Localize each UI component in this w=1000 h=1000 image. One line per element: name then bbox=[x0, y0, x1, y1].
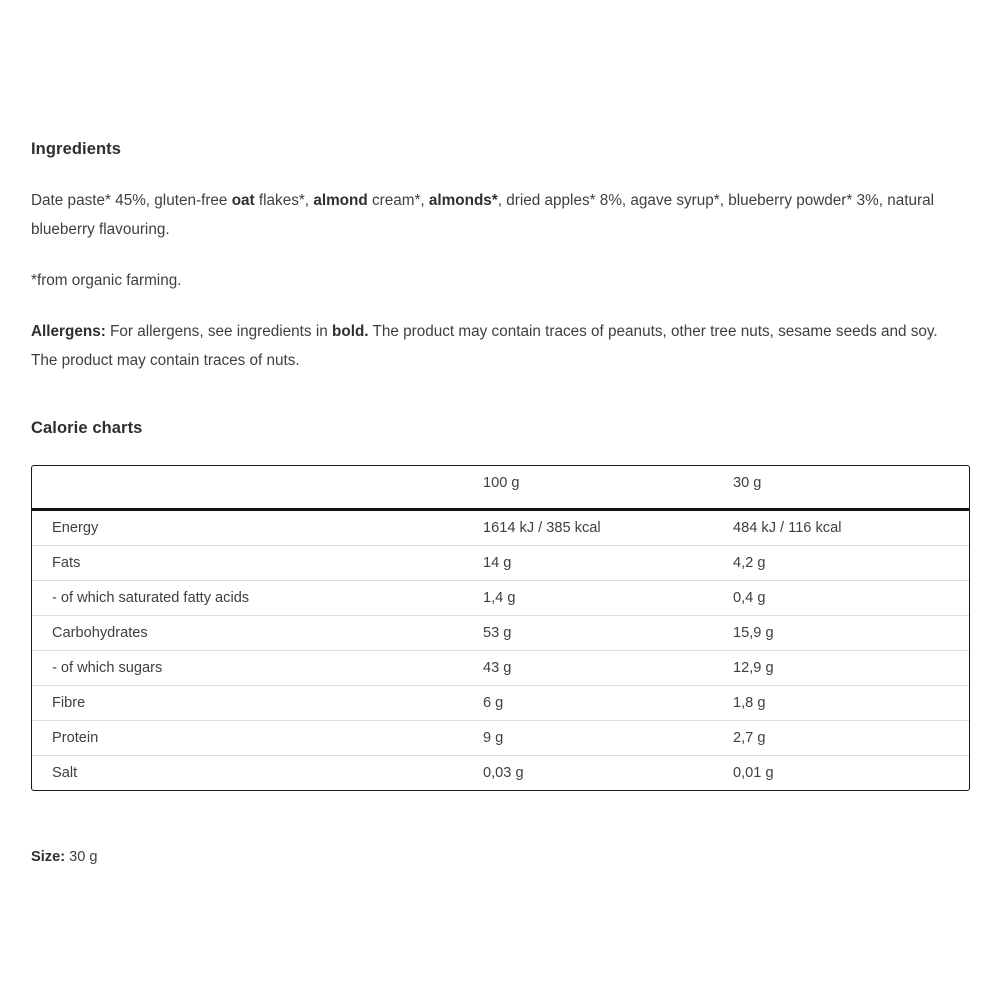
cell-value-30g: 0,01 g bbox=[733, 765, 774, 781]
size-line bbox=[31, 849, 970, 865]
emphasis-text: almond bbox=[313, 192, 368, 209]
cell-nutrient-label: Protein bbox=[52, 730, 99, 746]
size-value: 30 g bbox=[69, 849, 98, 865]
cell-value-30g: 1,8 g bbox=[733, 695, 766, 711]
emphasis-text: almonds* bbox=[428, 192, 498, 209]
cell-value-100g: 43 g bbox=[483, 660, 512, 676]
plain-text: , dried apples* 8%, agave syrup*, blueberry powder* 3%, natural blueberry flavouring. bbox=[31, 192, 934, 238]
cell-value-100g: 9 g bbox=[483, 730, 504, 746]
table-row bbox=[32, 616, 969, 651]
table-row bbox=[32, 721, 969, 756]
cell-nutrient-label: Fats bbox=[52, 555, 81, 571]
table-row bbox=[32, 581, 969, 616]
table-row bbox=[32, 510, 969, 546]
table-row bbox=[32, 686, 969, 721]
calorie-table-container bbox=[31, 465, 970, 791]
cell-value-100g: 53 g bbox=[483, 625, 512, 641]
column-header-nutrient bbox=[32, 466, 464, 510]
cell-nutrient-label: Salt bbox=[52, 765, 78, 781]
emphasis-text: oat bbox=[231, 192, 255, 209]
plain-text: cream*, bbox=[367, 192, 429, 209]
ingredients-heading: Ingredients bbox=[31, 140, 122, 158]
cell-nutrient-label: - of which sugars bbox=[52, 660, 163, 676]
emphasis-text: bold. bbox=[332, 323, 369, 340]
cell-value-100g: 0,03 g bbox=[483, 765, 524, 781]
cell-value-30g: 2,7 g bbox=[733, 730, 766, 746]
emphasis-text: Allergens: bbox=[31, 323, 106, 340]
cell-value-30g: 4,2 g bbox=[733, 555, 766, 571]
column-header-100g: 100 g bbox=[483, 475, 520, 491]
cell-value-30g: 15,9 g bbox=[733, 625, 774, 641]
table-row bbox=[32, 651, 969, 686]
cell-nutrient-label: Carbohydrates bbox=[52, 625, 148, 641]
cell-nutrient-label: Fibre bbox=[52, 695, 86, 711]
cell-value-30g: 0,4 g bbox=[733, 590, 766, 606]
table-header-row bbox=[32, 466, 969, 510]
column-header-30g: 30 g bbox=[733, 475, 762, 491]
cell-value-30g: 12,9 g bbox=[733, 660, 774, 676]
cell-value-100g: 1,4 g bbox=[483, 590, 516, 606]
cell-value-100g: 1614 kJ / 385 kcal bbox=[483, 520, 601, 536]
calorie-table bbox=[32, 466, 969, 790]
table-row bbox=[32, 546, 969, 581]
table-row bbox=[32, 756, 969, 791]
ingredients-text bbox=[31, 186, 966, 244]
allergens-text bbox=[31, 317, 966, 375]
cell-value-30g: 484 kJ / 116 kcal bbox=[733, 520, 842, 536]
size-label: Size: bbox=[31, 849, 66, 865]
organic-farming-note: *from organic farming. bbox=[31, 272, 182, 289]
plain-text: flakes*, bbox=[254, 192, 314, 209]
calorie-table-body bbox=[32, 510, 969, 791]
cell-value-100g: 6 g bbox=[483, 695, 504, 711]
cell-nutrient-label: - of which saturated fatty acids bbox=[52, 590, 250, 606]
cell-nutrient-label: Energy bbox=[52, 520, 99, 536]
calorie-table-head bbox=[32, 466, 969, 510]
cell-value-100g: 14 g bbox=[483, 555, 512, 571]
plain-text: Date paste* 45%, gluten-free bbox=[31, 192, 232, 209]
calorie-charts-heading: Calorie charts bbox=[31, 419, 143, 437]
plain-text: For allergens, see ingredients in bbox=[105, 323, 332, 340]
plain-text: The product may contain traces of peanuts, other tree nuts, sesame seeds and soy. The product may contain traces of nuts. bbox=[31, 323, 938, 369]
